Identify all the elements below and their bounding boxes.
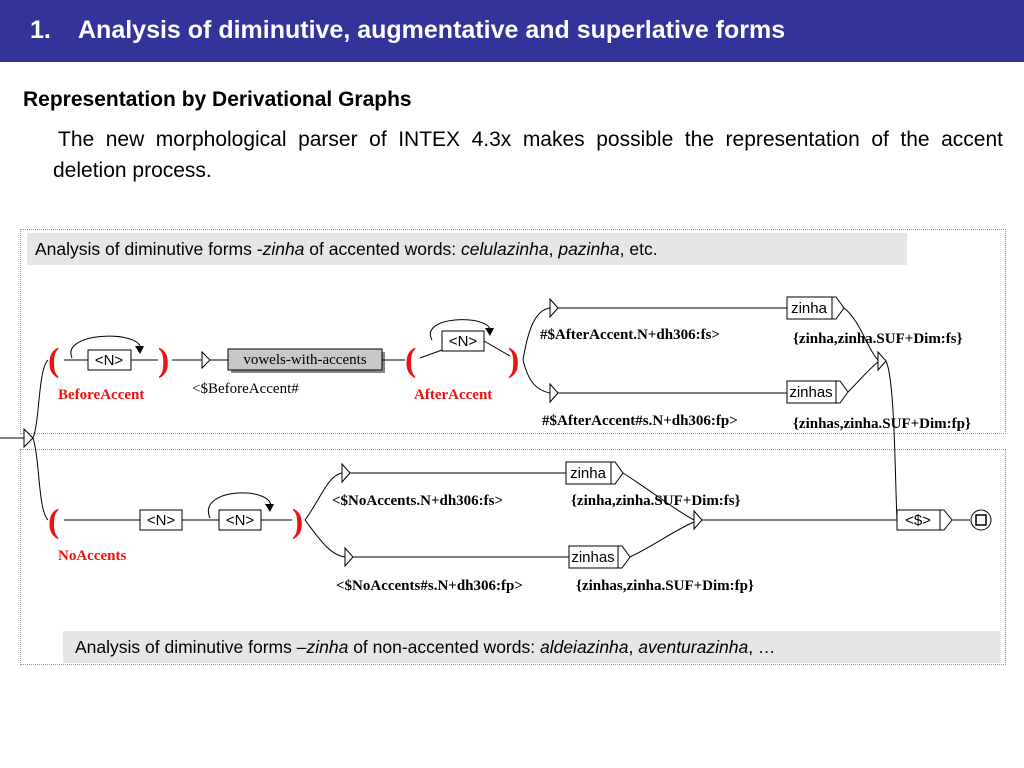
paren-open-noacc: ( xyxy=(48,503,60,540)
node-n-noacc-2-label: <N> xyxy=(225,512,255,529)
output-after-fp: #$AfterAccent#s.N+dh306:fp> xyxy=(542,413,738,429)
title-number: 1. xyxy=(30,16,51,44)
node-n-noacc-1-label: <N> xyxy=(146,512,176,529)
output-after-fs: #$AfterAccent.N+dh306:fs> xyxy=(540,327,720,343)
var-no-accents: NoAccents xyxy=(58,548,127,564)
paren-open-before: ( xyxy=(48,342,60,379)
node-zinha-bottom-label: zinha xyxy=(570,465,606,482)
paren-close-noacc: ) xyxy=(292,503,304,540)
node-vowels-label: vowels-with-accents xyxy=(243,352,367,368)
initial-state xyxy=(0,429,33,447)
caption-non-accented: Analysis of diminutive forms –zinha of non-accented words: aldeiazinha, aventurazinha, … xyxy=(63,631,1000,663)
subheading: Representation by Derivational Graphs xyxy=(23,88,412,111)
output-before-accent: <$BeforeAccent# xyxy=(192,381,299,397)
node-end-var-label: <$> xyxy=(905,512,931,529)
output-bottom-fp: {zinhas,zinha.SUF+Dim:fp} xyxy=(576,578,754,594)
node-zinhas-top-label: zinhas xyxy=(789,384,833,401)
paren-close-before: ) xyxy=(158,342,170,379)
output-top-fs: {zinha,zinha.SUF+Dim:fs} xyxy=(793,331,963,347)
intro-paragraph: The new morphological parser of INTEX 4.3x makes possible the representation of the accent deletion process. xyxy=(53,128,1003,182)
paren-open-after: ( xyxy=(405,342,417,379)
output-top-fp: {zinhas,zinha.SUF+Dim:fp} xyxy=(793,416,971,432)
page-title: Analysis of diminutive, augmentative and superlative forms xyxy=(78,16,786,44)
var-after-accent: AfterAccent xyxy=(414,387,493,403)
final-state xyxy=(971,510,991,530)
node-n-after-label: <N> xyxy=(448,333,478,350)
output-noacc-fp: <$NoAccents#s.N+dh306:fp> xyxy=(336,578,523,594)
node-n-before-label: <N> xyxy=(94,352,124,369)
var-before-accent: BeforeAccent xyxy=(58,387,145,403)
output-bottom-fs: {zinha,zinha.SUF+Dim:fs} xyxy=(571,493,741,509)
paren-close-after: ) xyxy=(508,342,520,379)
output-noacc-fs: <$NoAccents.N+dh306:fs> xyxy=(332,493,504,509)
node-zinha-top-label: zinha xyxy=(791,300,827,317)
caption-accented: Analysis of diminutive forms -zinha of accented words: celulazinha, pazinha, etc. xyxy=(27,233,907,265)
node-zinhas-bottom-label: zinhas xyxy=(571,549,615,566)
